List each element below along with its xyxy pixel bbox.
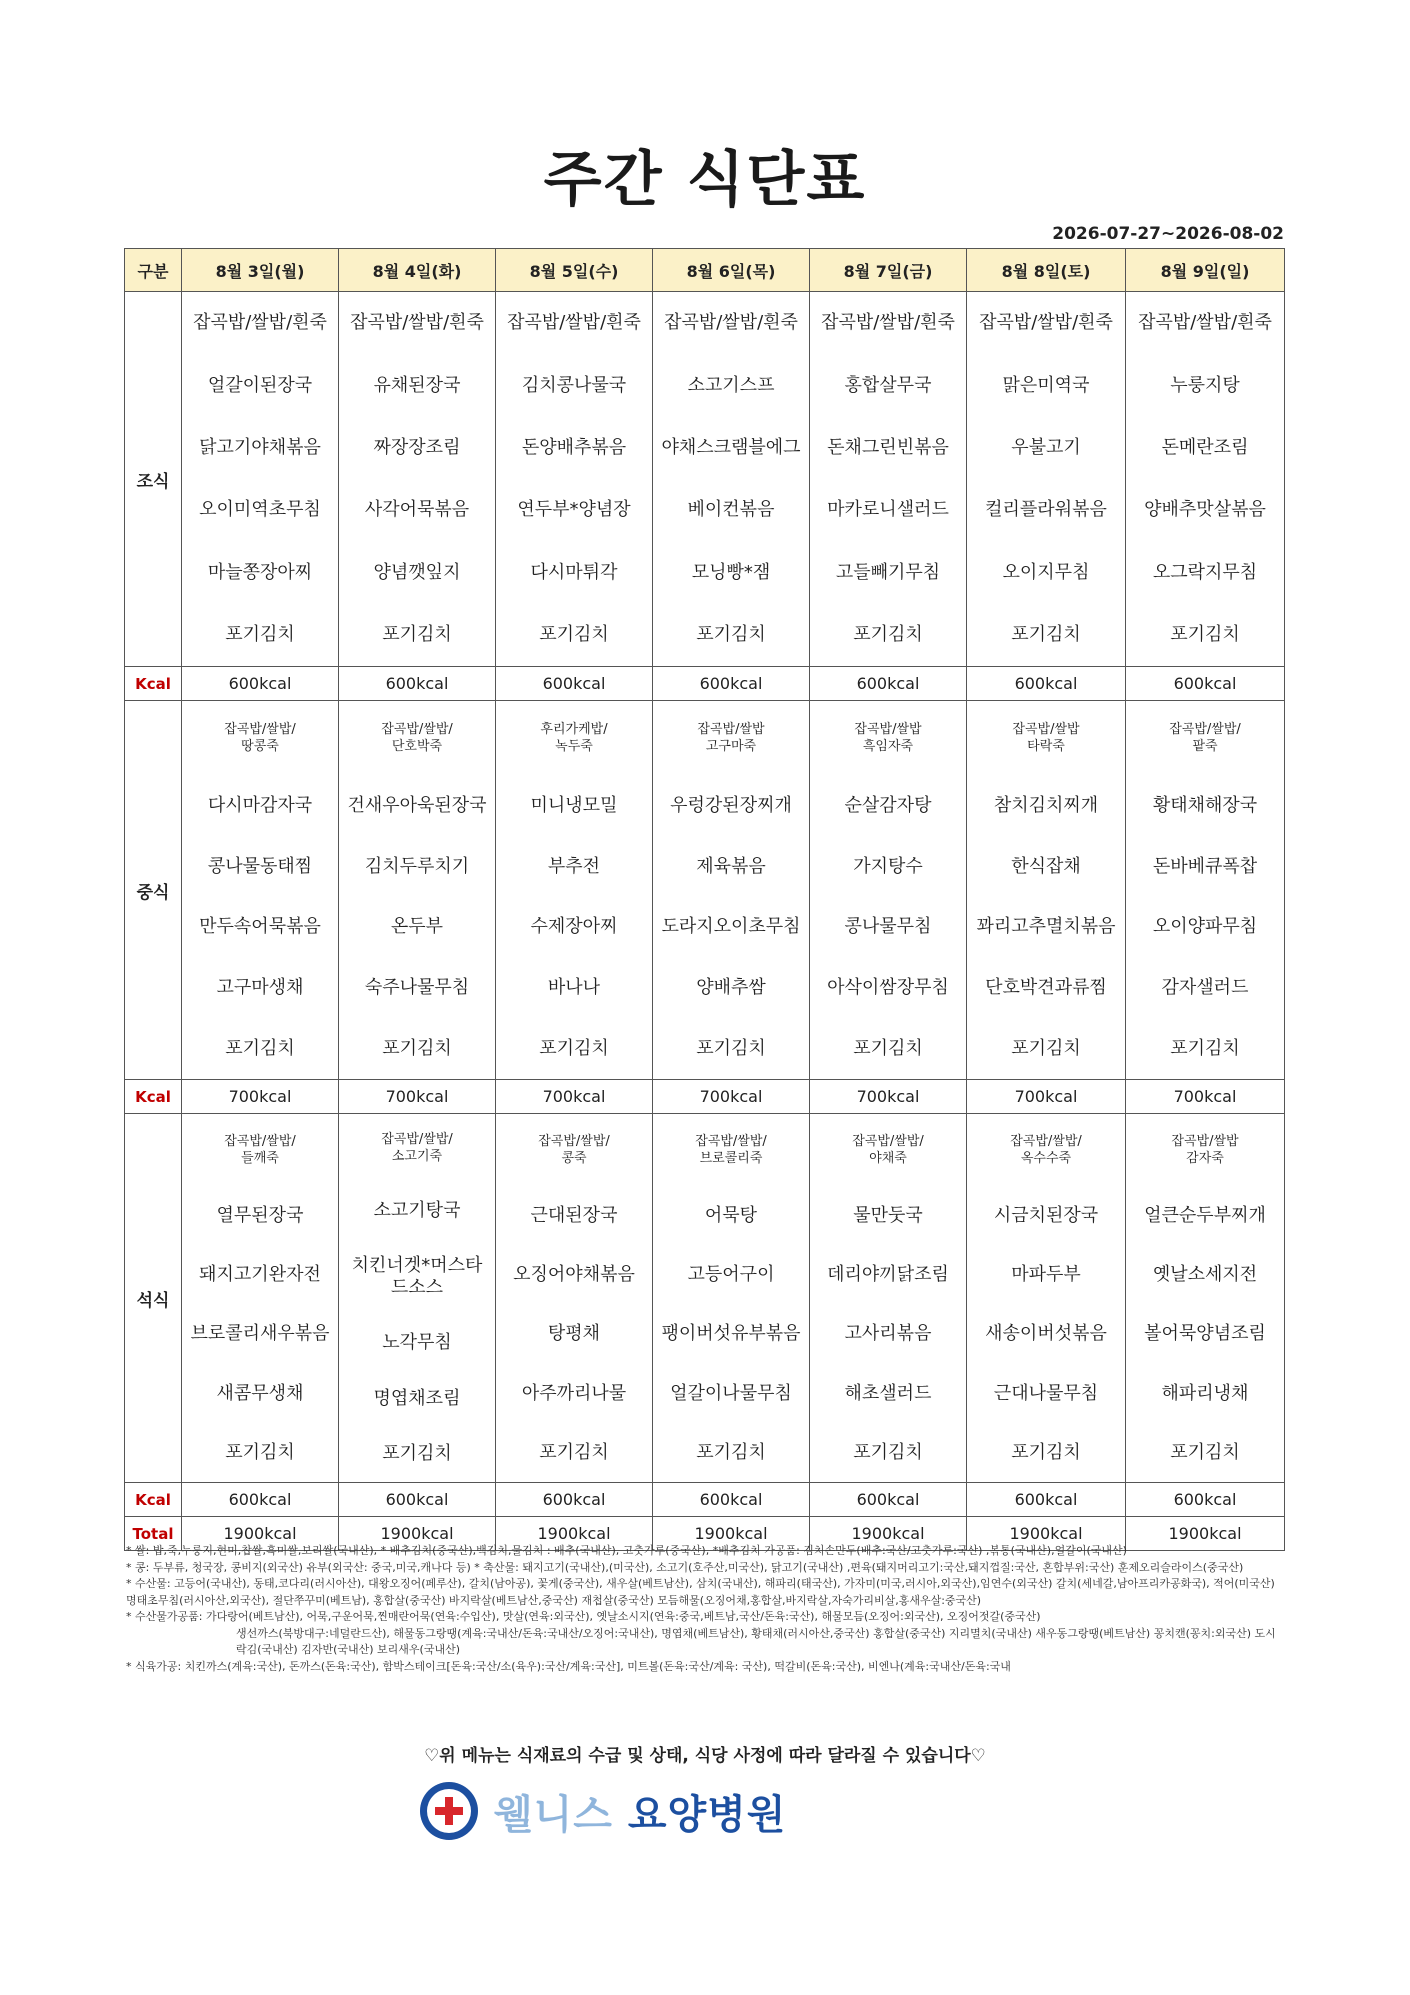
kcal-value: 600kcal <box>810 1483 967 1517</box>
menu-item-staple: 잡곡밥/쌀밥/ 옥수수죽 <box>1010 1133 1082 1167</box>
kcal-value: 600kcal <box>653 1483 810 1517</box>
menu-item: 돈메란조림 <box>1161 437 1249 459</box>
kcal-row <box>125 1080 1285 1114</box>
menu-item: 다시마튀각 <box>530 561 618 583</box>
meal-table <box>124 248 1285 1551</box>
menu-item-staple: 잡곡밥/쌀밥/ 단호박죽 <box>381 721 453 755</box>
menu-cell <box>967 1114 1126 1483</box>
total-value: 1900kcal <box>1126 1517 1285 1551</box>
menu-item-staple: 잡곡밥/쌀밥/ 땅콩죽 <box>224 721 296 755</box>
meal-label: 석식 <box>125 1114 182 1483</box>
menu-item: 온두부 <box>390 916 444 938</box>
total-value: 1900kcal <box>810 1517 967 1551</box>
menu-item: 양배추쌈 <box>696 977 766 999</box>
menu-item-staple: 잡곡밥/쌀밥/ 소고기죽 <box>381 1131 453 1165</box>
menu-item-staple: 잡곡밥/쌀밥 감자죽 <box>1171 1133 1239 1167</box>
note-line: * 식육가공: 치킨까스(계육:국산), 돈까스(돈육:국산), 함박스테이크[돈육:국산/소(육우):국산/계육:국산], 미트볼(돈육:국산/계육: 국산), 떡갈비(돈육:국산), 비엔나(계육:국내산/돈육:국내 <box>126 1659 1011 1673</box>
menu-item: 고등어구이 <box>687 1264 775 1286</box>
meal-row <box>125 701 1285 1080</box>
menu-cell <box>1126 292 1285 667</box>
kcal-value: 600kcal <box>182 1483 339 1517</box>
kcal-value: 700kcal <box>182 1080 339 1114</box>
menu-item: 얼갈이된장국 <box>207 374 313 396</box>
total-value: 1900kcal <box>496 1517 653 1551</box>
menu-item: 포기김치 <box>1011 624 1081 645</box>
kcal-value: 600kcal <box>967 1483 1126 1517</box>
menu-item: 포기김치 <box>539 1441 609 1463</box>
menu-item: 포기김치 <box>225 1441 295 1463</box>
kcal-label: Kcal <box>125 667 182 701</box>
meal-label: 조식 <box>125 292 182 667</box>
kcal-value: 600kcal <box>967 667 1126 701</box>
menu-item: 순살감자탕 <box>844 794 932 816</box>
menu-item-staple: 잡곡밥/쌀밥/ 콩죽 <box>538 1133 610 1167</box>
menu-item: 볼어묵양념조림 <box>1144 1323 1266 1345</box>
menu-item: 포기김치 <box>1170 1441 1240 1463</box>
menu-item: 감자샐러드 <box>1161 977 1249 999</box>
menu-item: 닭고기야채볶음 <box>199 437 321 459</box>
menu-item: 베이컨볶음 <box>687 499 775 521</box>
menu-item: 포기김치 <box>1011 1441 1081 1463</box>
kcal-label: Kcal <box>125 1483 182 1517</box>
menu-item: 황태채해장국 <box>1152 794 1258 816</box>
menu-item: 잡곡밥/쌀밥/흰죽 <box>350 312 484 334</box>
menu-item: 치킨너겟*머스타 드소스 <box>351 1255 483 1298</box>
menu-item: 얼큰순두부찌개 <box>1144 1205 1266 1227</box>
menu-item: 잡곡밥/쌀밥/흰죽 <box>507 312 641 334</box>
menu-item: 포기김치 <box>696 1037 766 1059</box>
menu-item: 김치두루치기 <box>364 855 470 877</box>
menu-item: 포기김치 <box>382 1037 452 1059</box>
menu-cell <box>496 701 653 1080</box>
total-value: 1900kcal <box>653 1517 810 1551</box>
menu-item: 아주까리나물 <box>521 1382 627 1404</box>
total-value: 1900kcal <box>967 1517 1126 1551</box>
menu-item: 한식잡채 <box>1011 855 1081 877</box>
menu-item: 미니냉모밀 <box>530 794 618 816</box>
menu-item: 포기김치 <box>853 624 923 645</box>
menu-item-staple: 잡곡밥/쌀밥 타락죽 <box>1012 721 1080 755</box>
menu-item: 근대나물무침 <box>993 1382 1099 1404</box>
menu-item: 돼지고기완자전 <box>199 1264 321 1286</box>
menu-item: 포기김치 <box>539 1037 609 1059</box>
date-range: 2026-07-27~2026-08-02 <box>1052 224 1284 244</box>
menu-cell <box>182 1114 339 1483</box>
menu-item: 가지탕수 <box>853 855 923 877</box>
menu-item: 소고기탕국 <box>373 1199 461 1221</box>
day-header: 8월 4일(화) <box>339 249 496 292</box>
menu-item: 포기김치 <box>225 1037 295 1059</box>
hospital-logo <box>420 1781 786 1841</box>
menu-item: 노각무침 <box>382 1332 452 1354</box>
menu-item: 양배추맛살볶음 <box>1144 499 1266 521</box>
menu-item: 포기김치 <box>382 624 452 645</box>
menu-item: 참치김치찌개 <box>993 794 1099 816</box>
menu-item: 물만둣국 <box>853 1205 923 1227</box>
menu-item: 오징어야채볶음 <box>513 1264 635 1286</box>
menu-item: 맑은미역국 <box>1002 374 1090 396</box>
menu-cell <box>967 701 1126 1080</box>
menu-item: 포기김치 <box>225 624 295 645</box>
menu-item: 아삭이쌈장무침 <box>827 977 949 999</box>
kcal-value: 700kcal <box>967 1080 1126 1114</box>
menu-item: 포기김치 <box>1170 624 1240 645</box>
menu-item: 바나나 <box>547 977 601 999</box>
menu-item: 돈채그린빈볶음 <box>827 437 949 459</box>
page-title: 주간 식단표 <box>543 145 867 215</box>
menu-item: 포기김치 <box>696 1441 766 1463</box>
kcal-value: 700kcal <box>653 1080 810 1114</box>
kcal-value: 600kcal <box>339 1483 496 1517</box>
menu-cell <box>339 292 496 667</box>
menu-item: 시금치된장국 <box>993 1205 1099 1227</box>
kcal-value: 600kcal <box>339 667 496 701</box>
menu-item-staple: 잡곡밥/쌀밥 고구마죽 <box>697 721 765 755</box>
menu-item: 도라지오이초무침 <box>661 916 801 938</box>
menu-item: 야채스크램블에그 <box>661 437 801 459</box>
note-line: * 수산물가공품: 가다랑어(베트남산), 어묵,구운어묵,찐매란어묵(연육:수입산), 맛살(연육:외국산), 옛날소시지(연육:중국,베트남,국산/돈육:국산), 해물모듬(오징어:외국산), 오징어젓갈(중국산) <box>126 1610 1041 1623</box>
menu-item: 얼갈이나물무침 <box>670 1382 792 1404</box>
day-header: 8월 5일(수) <box>496 249 653 292</box>
kcal-row <box>125 667 1285 701</box>
kcal-value: 700kcal <box>339 1080 496 1114</box>
menu-item-staple: 잡곡밥/쌀밥/ 들깨죽 <box>224 1133 296 1167</box>
menu-item: 고구마생채 <box>216 977 304 999</box>
menu-cell <box>496 292 653 667</box>
total-value: 1900kcal <box>182 1517 339 1551</box>
menu-item: 포기김치 <box>539 624 609 645</box>
menu-item: 건새우아욱된장국 <box>347 794 487 816</box>
menu-item: 꽈리고추멸치볶음 <box>976 916 1116 938</box>
menu-item: 포기김치 <box>1011 1037 1081 1059</box>
menu-cell <box>967 292 1126 667</box>
menu-item: 우불고기 <box>1011 437 1081 459</box>
day-header: 8월 7일(금) <box>810 249 967 292</box>
note-line: * 콩: 두부류, 청국장, 콩비지(외국산) 유부(외국산: 중국,미국,캐나다 등) * 축산물: 돼지고기(국내산),(미국산), 소고기(호주산,미국산), 닭고기(국내산) ,편육(돼지머리고기:국산,돼지껍질:국산, 혼합부위:국산) 훈제오리슬라이스(중국산) <box>126 1560 1244 1574</box>
origin-notes <box>126 1543 1286 1675</box>
menu-item: 사각어묵볶음 <box>364 499 470 521</box>
menu-cell <box>496 1114 653 1483</box>
menu-item: 홍합살무국 <box>844 374 932 396</box>
menu-item: 오이양파무침 <box>1152 916 1258 938</box>
menu-item: 포기김치 <box>1170 1037 1240 1059</box>
menu-cell <box>182 292 339 667</box>
menu-item-staple: 잡곡밥/쌀밥/ 브로콜리죽 <box>695 1133 767 1167</box>
day-header-saturday: 8월 8일(토) <box>967 249 1126 292</box>
total-value: 1900kcal <box>339 1517 496 1551</box>
menu-item: 컬리플라워볶음 <box>985 499 1107 521</box>
menu-item-staple: 잡곡밥/쌀밥/ 야채죽 <box>852 1133 924 1167</box>
menu-item-staple: 잡곡밥/쌀밥 흑임자죽 <box>854 721 922 755</box>
note-line: 생선까스(북방대구:네덜란드산), 해물동그랑땡(계육:국내산/돈육:국내산/오징어:국내산), 명엽채(베트남산), 황태채(러시아산,중국산) 홍합살(중국산) 지리멸치(국내산) 새우동그랑땡(베트남산) 꽁치캔(꽁치:외국산) 도시락김(국내산) 김자반(국내산) 보리새우(국내산) <box>236 1626 1276 1656</box>
menu-cell <box>810 1114 967 1483</box>
menu-item: 브로콜리새우볶음 <box>190 1323 330 1345</box>
menu-item: 해파리냉채 <box>1161 1382 1249 1404</box>
menu-item: 마파두부 <box>1011 1264 1081 1286</box>
menu-cell <box>182 701 339 1080</box>
menu-cell <box>810 701 967 1080</box>
menu-item: 새콤무생채 <box>216 1382 304 1404</box>
kcal-value: 700kcal <box>1126 1080 1285 1114</box>
menu-item: 소고기스프 <box>687 374 775 396</box>
menu-item: 포기김치 <box>696 624 766 645</box>
menu-item: 마늘쫑장아찌 <box>207 561 313 583</box>
notice-text: ♡위 메뉴는 식재료의 수급 및 상태, 식당 사정에 따라 달라질 수 있습니다♡ <box>424 1746 986 1766</box>
menu-item: 돈바베큐폭찹 <box>1152 855 1258 877</box>
menu-item: 모닝빵*잼 <box>691 561 771 583</box>
total-label: Total <box>125 1517 182 1551</box>
menu-item: 마카로니샐러드 <box>827 499 949 521</box>
kcal-value: 600kcal <box>1126 1483 1285 1517</box>
menu-item: 부추전 <box>547 855 601 877</box>
menu-item: 수제장아찌 <box>530 916 618 938</box>
hospital-name: 웰니스 요양병원 <box>494 1791 787 1838</box>
menu-item: 잡곡밥/쌀밥/흰죽 <box>979 312 1113 334</box>
menu-item: 연두부*양념장 <box>517 499 631 521</box>
menu-item: 돈양배추볶음 <box>521 437 627 459</box>
menu-item: 탕평채 <box>547 1323 601 1345</box>
menu-cell <box>339 1114 496 1483</box>
menu-cell <box>653 292 810 667</box>
menu-item: 짜장장조림 <box>373 437 461 459</box>
menu-item: 새송이버섯볶음 <box>985 1323 1107 1345</box>
header-row <box>125 249 1285 292</box>
menu-item: 잡곡밥/쌀밥/흰죽 <box>1138 312 1272 334</box>
menu-item-staple: 잡곡밥/쌀밥/ 팥죽 <box>1169 721 1241 755</box>
menu-item: 오이미역초무침 <box>199 499 321 521</box>
menu-item: 제육볶음 <box>696 855 766 877</box>
kcal-value: 600kcal <box>496 667 653 701</box>
menu-item: 유채된장국 <box>373 374 461 396</box>
menu-item: 고사리볶음 <box>844 1323 932 1345</box>
day-header: 8월 6일(목) <box>653 249 810 292</box>
note-line: * 수산물: 고등어(국내산), 동태,코다리(러시아산), 대왕오징어(페루산), 갈치(남아공), 꽃게(중국산), 새우살(베트남산), 삼치(국내산), 해파리(태국산), 가자미(미국,러시아,외국산),임연수(외국산) 갈치(세네갈,남아프리카공화국), 적어(미국산) 명태초무침(러시아산,외국산), 절단쭈꾸미(베트남), 홍합살(중국산) 바지락살(베트남산,중국산) 재첩살(중국산) 모듬해물(오징어채,홍합살,바지락살,자숙가리비살,홍새우살:중국산) <box>126 1577 1275 1607</box>
kcal-value: 600kcal <box>653 667 810 701</box>
menu-cell <box>653 1114 810 1483</box>
menu-item: 포기김치 <box>853 1037 923 1059</box>
menu-item: 옛날소세지전 <box>1152 1264 1258 1286</box>
menu-item: 다시마감자국 <box>207 794 313 816</box>
menu-item: 잡곡밥/쌀밥/흰죽 <box>664 312 798 334</box>
menu-item: 명엽채조림 <box>373 1387 461 1409</box>
meal-row <box>125 292 1285 667</box>
kcal-value: 600kcal <box>1126 667 1285 701</box>
menu-item-staple: 후리가케밥/ 녹두죽 <box>540 721 608 755</box>
menu-item: 콩나물동태찜 <box>207 855 313 877</box>
day-header-sunday: 8월 9일(일) <box>1126 249 1285 292</box>
menu-item: 숙주나물무침 <box>364 977 470 999</box>
menu-item: 열무된장국 <box>216 1205 304 1227</box>
kcal-value: 600kcal <box>496 1483 653 1517</box>
note-line: * 쌀: 밥,죽,누룽지,현미,찹쌀,흑미쌀,보리쌀(국내산), * 배추김치(중국산),백김치,물김치 : 배추(국내산), 고춧가루(중국산), *배추김치 가공품: 김치손만두(배추:국산/고춧가루:국산) ,볶통(국내산),얼갈이(국내산) <box>126 1544 1127 1557</box>
menu-item: 해초샐러드 <box>844 1382 932 1404</box>
menu-item: 만두속어묵볶음 <box>199 916 321 938</box>
menu-item: 팽이버섯유부볶음 <box>661 1323 801 1345</box>
meal-label: 중식 <box>125 701 182 1080</box>
menu-item: 어묵탕 <box>704 1205 758 1227</box>
kcal-value: 700kcal <box>810 1080 967 1114</box>
hospital-emblem-icon <box>420 1782 478 1840</box>
header-label: 구분 <box>125 249 182 292</box>
menu-item: 양념깻잎지 <box>373 561 461 583</box>
menu-item: 포기김치 <box>382 1443 452 1465</box>
menu-cell <box>1126 1114 1285 1483</box>
kcal-value: 600kcal <box>182 667 339 701</box>
menu-item: 데리야끼닭조림 <box>827 1264 949 1286</box>
menu-item: 우렁강된장찌개 <box>670 794 792 816</box>
menu-item: 단호박견과류찜 <box>985 977 1107 999</box>
kcal-value: 700kcal <box>496 1080 653 1114</box>
menu-item: 김치콩나물국 <box>521 374 627 396</box>
kcal-value: 600kcal <box>810 667 967 701</box>
menu-item: 고들빼기무침 <box>835 561 941 583</box>
menu-item: 포기김치 <box>853 1441 923 1463</box>
menu-cell <box>339 701 496 1080</box>
menu-cell <box>1126 701 1285 1080</box>
day-header: 8월 3일(월) <box>182 249 339 292</box>
menu-item: 잡곡밥/쌀밥/흰죽 <box>193 312 327 334</box>
kcal-label: Kcal <box>125 1080 182 1114</box>
meal-row <box>125 1114 1285 1483</box>
menu-item: 오이지무침 <box>1002 561 1090 583</box>
menu-item: 누룽지탕 <box>1170 374 1240 396</box>
menu-item: 근대된장국 <box>530 1205 618 1227</box>
menu-item: 콩나물무침 <box>844 916 932 938</box>
menu-item: 오그락지무침 <box>1152 561 1258 583</box>
menu-item: 잡곡밥/쌀밥/흰죽 <box>821 312 955 334</box>
menu-cell <box>653 701 810 1080</box>
menu-cell <box>810 292 967 667</box>
kcal-row <box>125 1483 1285 1517</box>
